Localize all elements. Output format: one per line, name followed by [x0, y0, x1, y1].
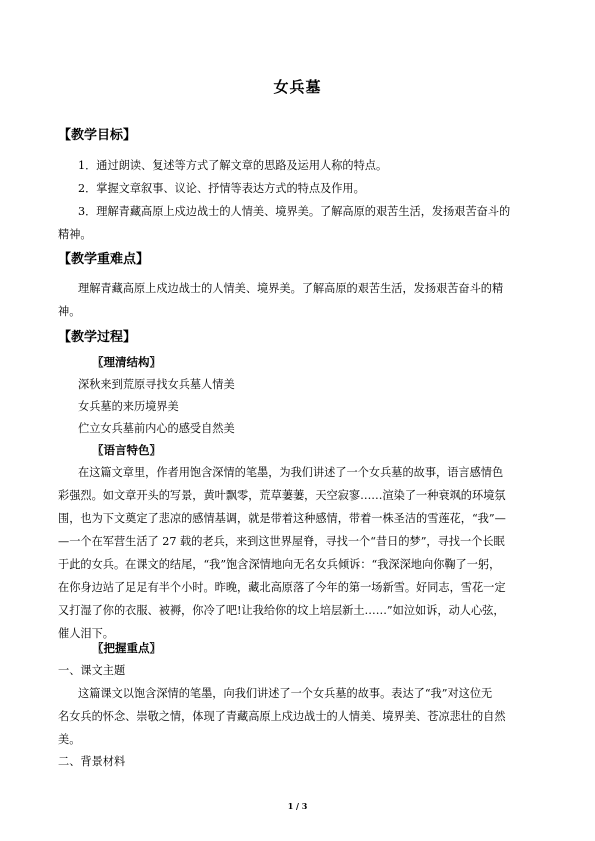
- theme-line: 美。: [58, 733, 81, 746]
- language-line: —一个在军营生活了 27 载的老兵，来到这世界屋脊，寻找一个“昔日的梦”，寻找一个长眠: [58, 535, 505, 548]
- theme-line: 这篇课文以饱含深情的笔墨，向我们讲述了一个女兵墓的故事。表达了“我”对这位无: [78, 687, 493, 700]
- language-line: 在你身边站了足足有半个小时。昨晚，藏北高原落了今年的第一场新雪。好同志，雪花一定: [58, 581, 506, 594]
- language-line: 在这篇文章里，作者用饱含深情的笔墨，为我们讲述了一个女兵墓的故事，语言感情色: [78, 466, 504, 479]
- structure-heading: 〖理清结构〗: [92, 355, 161, 369]
- process-heading: 【教学过程】: [58, 330, 137, 345]
- key-heading: 【教学重难点】: [58, 252, 150, 267]
- focus-item-2: 二、背景材料: [58, 755, 126, 768]
- structure-line: 深秋来到荒原寻找女兵墓人情美: [78, 378, 235, 391]
- language-heading: 〖语言特色〗: [92, 443, 161, 457]
- key-line: 理解青藏高原上戍边战士的人情美、境界美。了解高原的艰苦生活，发扬艰苦奋斗的精: [78, 282, 504, 295]
- key-line: 神。: [58, 305, 81, 318]
- structure-line: 伫立女兵墓前内心的感受自然美: [78, 422, 235, 435]
- page-title: 女兵墓: [273, 78, 322, 96]
- goals-heading: 【教学目标】: [58, 128, 137, 143]
- goal-line: 3．理解青藏高原上戍边战士的人情美、境界美。了解高原的艰苦生活，发扬艰苦奋斗的: [78, 205, 511, 218]
- focus-heading: 〖把握重点〗: [92, 641, 161, 655]
- structure-line: 女兵墓的来历境界美: [78, 400, 179, 413]
- language-line: 又打湿了你的衣服、被褥，你冷了吧!让我给你的坟上培层新土……”如泣如诉，动人心弦，: [58, 604, 505, 617]
- goal-line: 2．掌握文章叙事、议论、抒情等表达方式的特点及作用。: [78, 182, 365, 195]
- goal-line: 精神。: [58, 228, 92, 241]
- language-line: 催人泪下。: [58, 627, 114, 640]
- theme-line: 名女兵的怀念、崇敬之情，体现了青藏高原上戍边战士的人情美、境界美、苍凉悲壮的自然: [58, 710, 506, 723]
- language-line: 于此的女兵。在课文的结尾，“我”饱含深情地向无名女兵倾诉：“我深深地向你鞠了一躬，: [58, 558, 501, 571]
- goal-line: 1．通过朗读、复述等方式了解文章的思路及运用人称的特点。: [78, 159, 388, 172]
- focus-item-1: 一、课文主题: [58, 664, 126, 677]
- language-line: 围，也为下文奠定了悲凉的感情基调，就是带着这种感情，带着一株圣洁的雪莲花，“我”—: [58, 512, 506, 525]
- language-line: 彩强烈。如文章开头的写景，黄叶飘零，荒草萋萋，天空寂寥……渲染了一种衰飒的环境氛: [58, 489, 506, 502]
- page-number: 1 / 3: [287, 801, 308, 811]
